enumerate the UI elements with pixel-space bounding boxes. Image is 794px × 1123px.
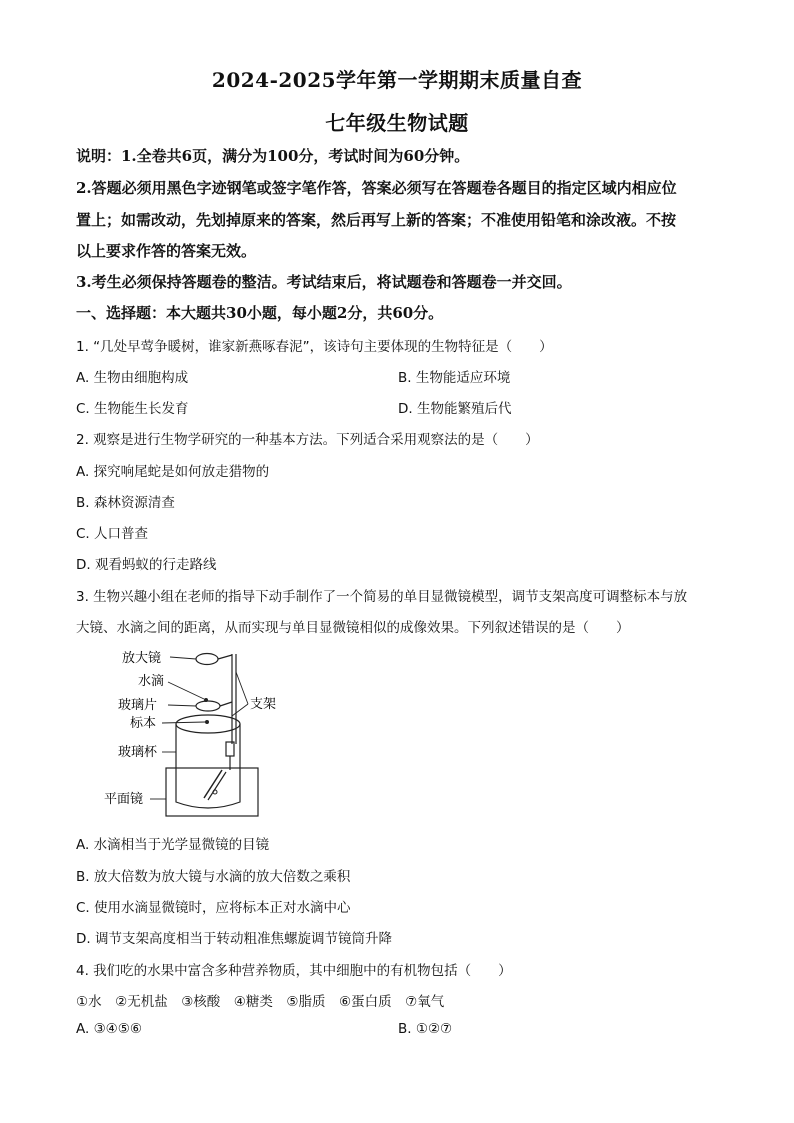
water-drop-dot <box>204 698 208 702</box>
instruction-line-3: 3.考生必须保持答题卷的整洁。考试结束后，将试题卷和答题卷一并交回。 <box>76 273 572 291</box>
question-4-option-b[interactable]: B. ①②⑦ <box>398 1021 453 1037</box>
question-1-option-c[interactable]: C. 生物能生长发育 <box>76 401 189 417</box>
label-glass-cup: 玻璃杯 <box>118 745 158 760</box>
mirror-line <box>204 770 222 798</box>
microscope-model-figure <box>96 642 296 822</box>
instruction-line-2a: 2.答题必须用黑色字迹钢笔或签字笔作答，答案必须写在答题卷各题目的指定区域内相应位 <box>76 179 677 197</box>
question-3-stem-line-2: 大镜、水滴之间的距离，从而实现与单目显微镜相似的成像效果。下列叙述错误的是（ ） <box>76 620 630 636</box>
leader-magnifier <box>170 657 196 659</box>
label-specimen: 标本 <box>130 716 157 731</box>
label-glass-slide: 玻璃片 <box>118 698 158 713</box>
mirror-line-2 <box>208 772 226 800</box>
question-3-option-c[interactable]: C. 使用水滴显微镜时，应将标本正对水滴中心 <box>76 900 351 916</box>
magnifier-lens <box>196 654 218 665</box>
question-1-option-b[interactable]: B. 生物能适应环境 <box>398 370 511 386</box>
leader-specimen <box>162 722 205 723</box>
magnifier-arm <box>218 655 232 659</box>
glass-cup-rim <box>176 715 240 733</box>
mirror-base-box <box>166 768 258 816</box>
label-stand: 支架 <box>250 697 277 712</box>
specimen-dot <box>205 720 209 724</box>
instruction-line-2c: 以上要求作答的答案无效。 <box>76 242 257 260</box>
label-water-drop: 水滴 <box>138 674 165 689</box>
leader-stand-1 <box>236 672 248 704</box>
question-2-option-a[interactable]: A. 探究响尾蛇是如何放走猎物的 <box>76 464 270 480</box>
question-3-option-a[interactable]: A. 水滴相当于光学显微镜的目镜 <box>76 837 270 853</box>
label-magnifier: 放大镜 <box>122 651 162 666</box>
page-title: 2024-2025学年第一学期期末质量自查 <box>211 68 583 92</box>
slide-arm <box>220 702 232 706</box>
question-2-stem: 2. 观察是进行生物学研究的一种基本方法。下列适合采用观察法的是（ ） <box>76 432 539 448</box>
question-1-option-a[interactable]: A. 生物由细胞构成 <box>76 370 189 386</box>
leader-stand-2 <box>232 704 248 716</box>
leader-water <box>168 682 204 699</box>
question-2-option-c[interactable]: C. 人口普查 <box>76 526 149 542</box>
question-4-option-a[interactable]: A. ③④⑤⑥ <box>76 1021 142 1037</box>
question-1-option-d[interactable]: D. 生物能繁殖后代 <box>398 401 512 417</box>
leader-slide <box>168 705 196 706</box>
instruction-line-2b: 置上；如需改动，先划掉原来的答案，然后再写上新的答案；不准使用铅笔和涂改液。不按 <box>76 211 677 229</box>
question-3-option-d[interactable]: D. 调节支架高度相当于转动粗准焦螺旋调节镜筒升降 <box>76 931 392 947</box>
glass-slide-shape <box>196 701 220 711</box>
question-3-stem-line-1: 3. 生物兴趣小组在老师的指导下动手制作了一个简易的单目显微镜模型，调节支架高度可调整标本与放 <box>76 589 688 605</box>
question-2-option-d[interactable]: D. 观看蚂蚁的行走路线 <box>76 557 217 573</box>
page-subtitle: 七年级生物试题 <box>325 111 469 135</box>
instruction-line-1: 说明：1.全卷共6页，满分为100分，考试时间为60分钟。 <box>76 147 470 165</box>
stand-clamp <box>226 742 234 756</box>
label-mirror: 平面镜 <box>104 792 144 807</box>
section-heading: 一、选择题：本大题共30小题，每小题2分，共60分。 <box>76 304 444 322</box>
question-4-stem: 4. 我们吃的水果中富含多种营养物质，其中细胞中的有机物包括（ ） <box>76 963 512 979</box>
question-1-stem: 1. “几处早莺争暖树，谁家新燕啄春泥”，该诗句主要体现的生物特征是（ ） <box>76 339 553 355</box>
question-2-option-b[interactable]: B. 森林资源清查 <box>76 495 175 511</box>
question-4-items: ①水 ②无机盐 ③核酸 ④糖类 ⑤脂质 ⑥蛋白质 ⑦氧气 <box>76 994 445 1010</box>
question-3-option-b[interactable]: B. 放大倍数为放大镜与水滴的放大倍数之乘积 <box>76 869 351 885</box>
